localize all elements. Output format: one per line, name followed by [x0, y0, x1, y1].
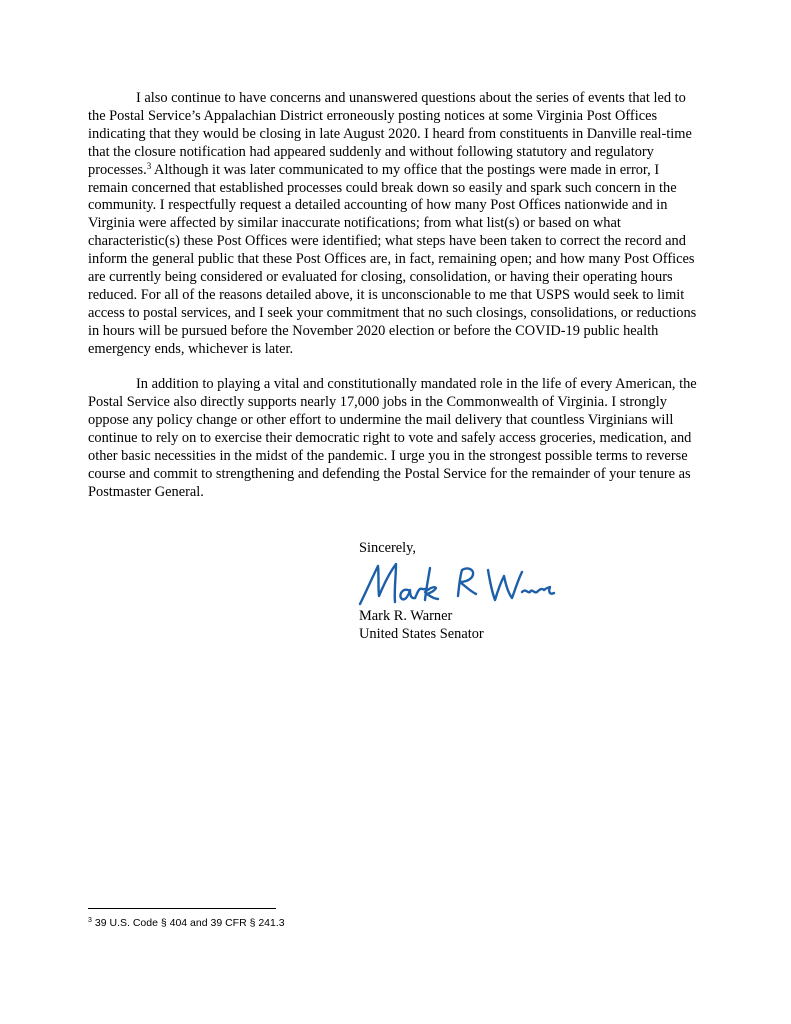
footnote-text: 39 U.S. Code § 404 and 39 CFR § 241.3: [94, 917, 285, 929]
handwritten-signature: [352, 558, 562, 610]
paragraph-post-office-closures: [88, 90, 702, 359]
closing-salutation: Sincerely,: [359, 540, 417, 556]
signature-block: [359, 608, 484, 644]
paragraph-text-continued: Although it was later communicated to my office that the postings were made in error, I remain concerned that established processes could break down so easily and spark such concern in the community. I respectfully request a detailed accounting of how many Post Offices nationwide and in Virginia were affected by similar inaccurate notifications; from what list(s) or based on what characteristic(s) these Post Offices were identified; what steps have been taken to correct the record and inform the general public that these Post Offices are, in fact, remaining open; and how many Post Offices are currently being considered or evaluated for closing, consolidation, or having their operating hours reduced. For all of the reasons detailed above, it is unconscionable to me that USPS would seek to limit access to postal services, and I seek your commitment that no such closings, consolidations, or reductions in hours will be pursued before the November 2020 election or before the COVID-19 public health emergency ends, whichever is later.: [88, 161, 697, 357]
paragraph-postal-service-role: In addition to playing a vital and constitutionally mandated role in the life of every American, the Postal Service also directly supports nearly 17,000 jobs in the Commonwealth of Virginia. I strongly oppose any policy change or other effort to undermine the mail delivery that countless Virginians will continue to rely on to exercise their democratic right to vote and safely access groceries, medication, and other basic necessities in the midst of the pandemic. I urge you in the strongest possible terms to reverse course and commit to strengthening and defending the Postal Service for the remainder of your tenure as Postmaster General.: [88, 376, 697, 500]
paragraph-text: I also continue to have concerns and unanswered questions about the series of events that led to the Postal Service’s Appalachian District erroneously posting notices at some Virginia Post Offices indicating that they would be closing in late August 2020. I heard from constituents in Danville real-time that the closure notification had appeared suddenly and without following statutory and regulatory processes.: [88, 90, 692, 178]
signer-name: Mark R. Warner: [359, 608, 453, 624]
footnote: [88, 917, 285, 930]
letter-body: [88, 90, 702, 502]
footnote-reference[interactable]: 3: [146, 160, 152, 171]
signer-title: United States Senator: [359, 625, 484, 642]
footnote-separator: [88, 908, 276, 909]
footnote-number: 3: [88, 917, 92, 924]
